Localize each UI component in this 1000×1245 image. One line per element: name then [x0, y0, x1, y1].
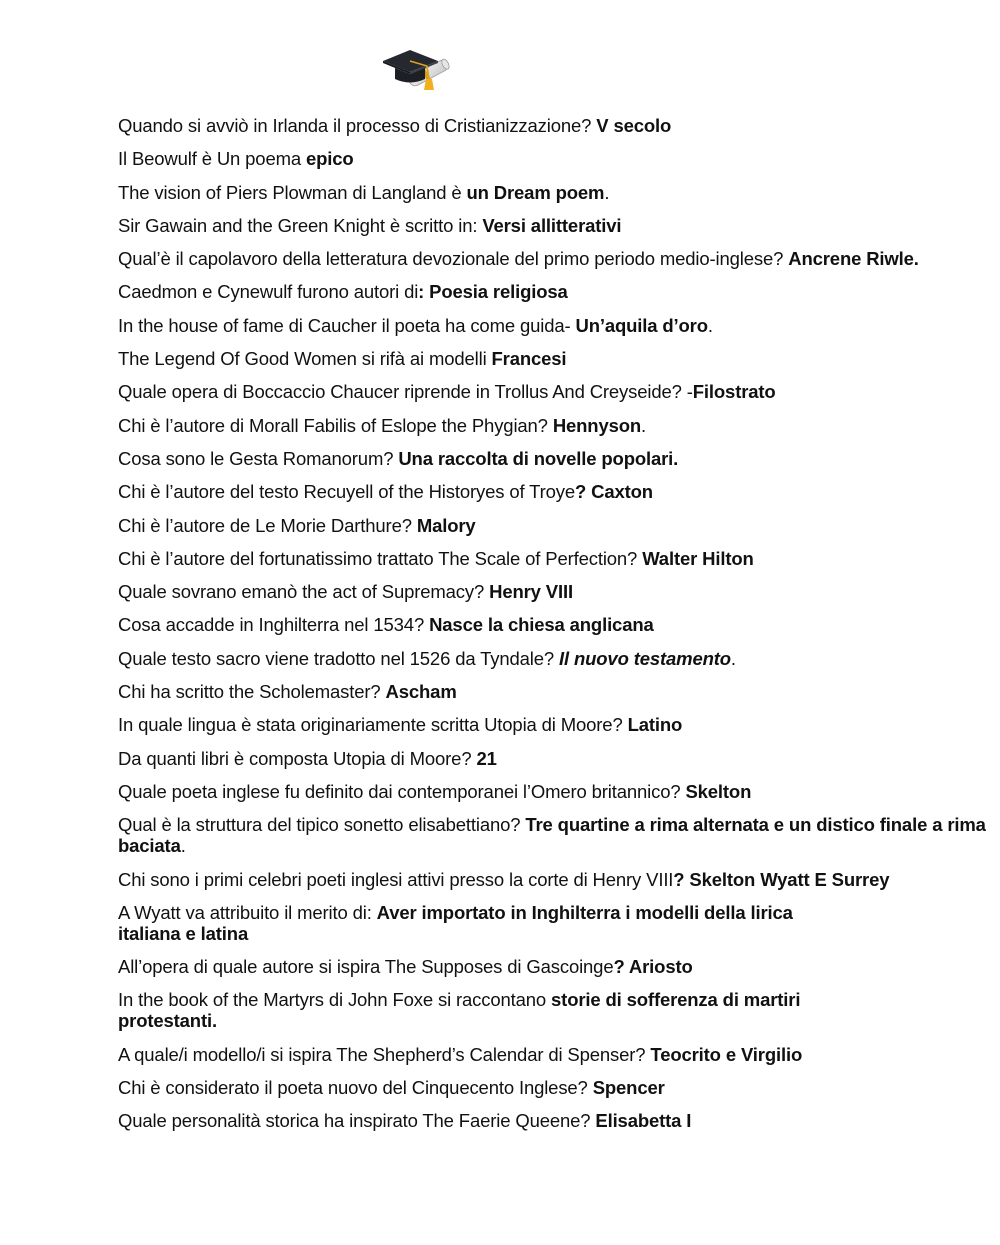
question-text: Quale testo sacro viene tradotto nel 1526 da Tyndale? [118, 647, 560, 669]
answer-text: Tre quartine a rima alternata e un distico finale a rima baciata [118, 814, 986, 857]
question-text: A Wyatt va attribuito il merito di: [118, 901, 377, 923]
graduation-cap-diploma-icon [380, 44, 452, 96]
answer-text: Henry VIII [489, 581, 573, 603]
answer-text: 21 [476, 747, 497, 769]
question-text: Quale opera di Boccaccio Chaucer riprende in Trollus And Creyseide? - [118, 381, 693, 403]
question-text: Cosa accadde in Inghilterra nel 1534? [118, 614, 430, 636]
question-text: Chi è l’autore de Le Morie Darthure? [118, 514, 417, 536]
answer-text: ? Ariosto [613, 956, 693, 978]
qa-item [118, 714, 993, 735]
answer-text: V secolo [596, 115, 672, 136]
answer-text: : Poesia religiosa [418, 281, 568, 303]
answer-text: Skelton [685, 780, 752, 802]
qa-item [118, 681, 993, 702]
qa-item [118, 902, 843, 944]
question-text: Sir Gawain and the Green Knight è scritto in: [118, 214, 483, 236]
question-text: In the house of fame di Caucher il poeta ha come guida- [118, 314, 576, 336]
question-text: Chi è l’autore di Morall Fabilis of Eslope the Phygian? [118, 414, 553, 436]
qa-item [118, 182, 993, 203]
qa-item [118, 448, 993, 469]
answer-text: ? Caxton [574, 481, 653, 503]
qa-item [118, 415, 993, 436]
qa-item [118, 1044, 843, 1065]
answer-tail: . [604, 181, 610, 203]
answer-text: ? Skelton Wyatt E Surrey [673, 868, 890, 890]
answer-text: Latino [627, 714, 683, 736]
question-text: Quale personalità storica ha inspirato The Faerie Queene? [118, 1110, 596, 1132]
answer-text: epico [305, 148, 354, 170]
qa-item [118, 956, 993, 977]
question-text: Quale poeta inglese fu definito dai contemporanei l’Omero britannico? [118, 780, 686, 802]
answer-tail: . [641, 414, 647, 436]
question-text: Chi sono i primi celebri poeti inglesi attivi presso la corte di Henry VIII [118, 868, 674, 890]
answer-text: Elisabetta I [595, 1110, 692, 1132]
question-text: Chi ha scritto the Scholemaster? [118, 681, 386, 703]
qa-item [118, 248, 993, 269]
question-text: A quale/i modello/i si ispira The Shepherd’s Calendar di Spenser? [118, 1043, 651, 1065]
answer-text: Versi allitterativi [482, 214, 622, 236]
question-text: Qual’è il capolavoro della letteratura devozionale del primo periodo medio-inglese? [118, 248, 789, 270]
qa-item [118, 614, 993, 635]
qa-item [118, 1110, 993, 1131]
answer-text: Aver importato in Inghilterra i modelli della lirica italiana e latina [118, 901, 793, 944]
question-text: In the book of the Martyrs di John Foxe si raccontano [118, 989, 552, 1011]
qa-item [118, 281, 993, 302]
answer-text: Ascham [385, 681, 457, 703]
question-text: Chi è l’autore del fortunatissimo trattato The Scale of Perfection? [118, 547, 643, 569]
question-text: Qual è la struttura del tipico sonetto elisabettiano? [118, 814, 526, 836]
answer-text: Hennyson [552, 414, 642, 436]
answer-text: Una raccolta di novelle popolari. [398, 447, 679, 469]
question-text: Quale sovrano emanò the act of Supremacy? [118, 581, 490, 603]
question-text: In quale lingua è stata originariamente scritta Utopia di Moore? [118, 714, 628, 736]
qa-item [118, 148, 993, 169]
answer-text: Filostrato [692, 381, 776, 403]
question-text: Quando si avviò in Irlanda il processo di Cristianizzazione? [118, 115, 597, 136]
qa-item [118, 548, 993, 569]
question-text: The Legend Of Good Women si rifà ai modelli [118, 348, 492, 370]
question-text: Chi è l’autore del testo Recuyell of the Historyes of Troye [118, 481, 575, 503]
question-text: Da quanti libri è composta Utopia di Moore? [118, 747, 477, 769]
qa-item [118, 781, 993, 802]
answer-tail: . [707, 314, 713, 336]
answer-text: un Dream poem [466, 181, 605, 203]
answer-text: Francesi [491, 348, 567, 370]
answer-text: Nasce la chiesa anglicana [429, 614, 654, 636]
qa-item [118, 989, 843, 1031]
qa-item [118, 869, 993, 890]
question-text: Chi è considerato il poeta nuovo del Cinquecento Inglese? [118, 1077, 593, 1099]
qa-item [118, 748, 993, 769]
answer-text: Il nuovo testamento [559, 647, 731, 669]
qa-item [118, 348, 993, 369]
answer-text: Walter Hilton [642, 547, 754, 569]
qa-item [118, 581, 993, 602]
question-answer-list [118, 115, 993, 1144]
question-text: Caedmon e Cynewulf furono autori di [118, 281, 419, 303]
question-text: The vision of Piers Plowman di Langland è [118, 181, 467, 203]
answer-text: Teocrito e Virgilio [650, 1043, 803, 1065]
answer-text: Malory [416, 514, 476, 536]
qa-item [118, 1077, 993, 1098]
question-text: Cosa sono le Gesta Romanorum? [118, 447, 399, 469]
answer-text: Ancrene Riwle. [788, 248, 919, 270]
qa-item [118, 814, 993, 856]
answer-tail: . [730, 647, 736, 669]
qa-item [118, 215, 993, 236]
qa-item [118, 315, 993, 336]
qa-item [118, 481, 993, 502]
answer-text: storie di sofferenza di martiri protestanti. [118, 989, 801, 1032]
qa-item [118, 648, 993, 669]
question-text: Il Beowulf è Un poema [118, 148, 306, 170]
qa-item [118, 515, 993, 536]
qa-item [118, 381, 993, 402]
question-text: All’opera di quale autore si ispira The Supposes di Gascoinge [118, 956, 614, 978]
answer-tail: . [180, 835, 186, 857]
qa-item [118, 115, 993, 136]
answer-text: Un’aquila d’oro [575, 314, 708, 336]
answer-text: Spencer [592, 1077, 665, 1099]
